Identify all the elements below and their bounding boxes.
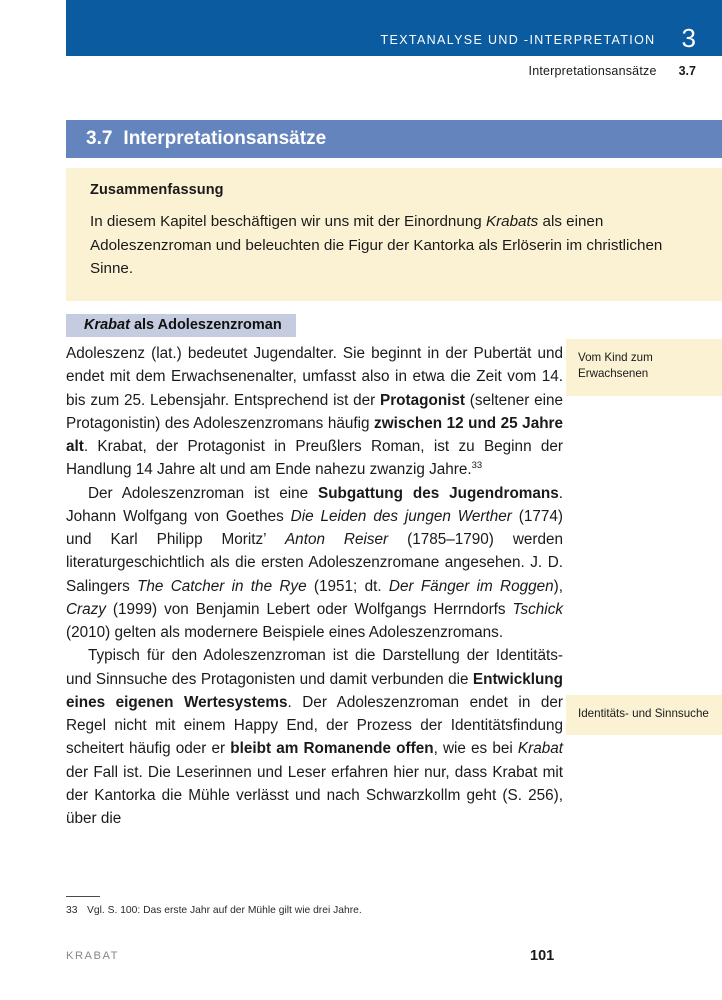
summary-heading: Zusammenfassung [90,182,224,198]
p2-italic-faenger: Der Fänger im Roggen [388,577,554,595]
p3-seg-2: . Der Adoleszenzroman endet in der Regel nicht mit einem Happy End, der Prozess der Identitätsfindung scheitert häufig oder er [66,693,563,758]
footnote-area [66,896,563,918]
p2-seg-5: (1951; dt. [306,577,389,595]
p2-bold-subgattung: Subgattung des Jugendromans [318,484,559,502]
paragraph-2 [66,482,563,645]
p2-italic-werther: Die Leiden des jungen Werther [290,507,512,525]
page-header-bar [66,0,722,56]
p3-seg-1: Typisch für den Adoleszenzroman ist die Darstellung der Identitäts- und Sinnsuche des Protagonisten und damit verbunden die [66,647,563,688]
p3-bold-offenes-ende: bleibt am Romanende offen [230,740,434,758]
margin-note-vom-kind-zum-erwachsenen: Vom Kind zum Erwachsenen [566,339,722,396]
footer-book-title: KRABAT [66,950,119,962]
footnote-marker-33[interactable]: 33 [471,460,483,472]
summary-italic-krabats: Krabats [485,213,539,230]
p1-bold-protagonist: Protagonist [380,391,466,409]
p3-seg-4: der Fall ist. Die Leserinnen und Leser erfahren hier nur, dass Krabat mit der Kantorka die Mühle verlässt und nach Schwarzkollm geht (S. 256), über die [66,763,563,827]
subheading-krabat-als-adoleszenzroman [66,314,296,337]
p2-seg-6: ), [553,577,563,595]
p2-seg-4: (1785–1790) werden literaturgeschichtlich als die ersten Adoleszenzromane angesehen. J. D. Salingers [66,531,563,595]
p3-italic-krabat: Krabat [517,740,563,758]
page-header-content [380,22,722,53]
p2-seg-8: (2010) gelten als modernere Beispiele eines Adoleszenzromans. [66,624,504,641]
summary-text-segment: In diesem Kapitel beschäftigen wir uns mit der Einordnung [90,213,486,230]
p2-italic-catcher: The Catcher in the Rye [137,577,307,595]
p1-bold-alter: zwischen 12 und 25 Jahre alt [66,414,564,455]
p2-seg-1: Der Adoleszenzroman ist eine [88,484,319,502]
p2-seg-7: (1999) von Benjamin Lebert oder Wolfgangs Herrndorfs [105,600,513,618]
p2-italic-crazy: Crazy [66,600,106,618]
p1-seg-1: Adoleszenz (lat.) bedeutet Jugendalter. Sie beginnt in der Pubertät und endet mit dem Erwachsenenalter, umfasst also in etwa die Zeit vom 14. bis zum 25. Lebensjahr. Entsprechend ist der [66,345,563,409]
subheading-italic-krabat: Krabat [84,317,130,333]
page-footer [66,950,722,970]
footnote-item [66,904,563,918]
summary-box [66,168,722,301]
footnote-separator-rule [66,896,100,897]
p2-italic-anton-reiser: Anton Reiser [284,531,389,548]
footnote-number: 33 [66,905,78,916]
running-head-number: 3.7 [678,64,696,78]
p2-seg-2: . Johann Wolfgang von Goethes [66,484,564,525]
p3-seg-3: , wie es bei [433,740,518,758]
p2-italic-tschick: Tschick [512,600,563,618]
p1-seg-2: (seltener eine Protagonistin) des Adoleszenzromans häufig [66,391,563,432]
paragraph-3 [66,644,563,830]
section-title-band [66,120,722,158]
header-chapter-title: TEXTANALYSE UND -INTERPRETATION [380,33,656,47]
footnote-text: Vgl. S. 100: Das erste Jahr auf der Mühle gilt wie drei Jahre. [87,905,362,916]
subheading-rest: als Adoleszenzroman [129,317,282,333]
summary-text-segment: als einen Adoleszenzroman und beleuchten die Figur der Kantorka als Erlöserin im christlichen Sinne. [90,213,663,278]
p2-seg-3: (1774) und Karl Philipp Moritz’ [66,507,563,548]
footer-page-number: 101 [530,948,555,964]
p3-bold-wertesystem: Entwicklung eines eigenen Wertesystems [66,670,563,711]
section-title: Interpretationsansätze [123,128,327,149]
summary-text [90,210,698,281]
running-head [529,64,696,78]
section-number: 3.7 [86,128,113,149]
header-chapter-number: 3 [681,23,696,53]
running-head-title: Interpretationsansätze [528,64,657,78]
body-column [66,314,563,830]
paragraph-1 [66,342,563,482]
margin-note-identitaets-und-sinnsuche: Identitäts- und Sinnsuche [566,695,722,735]
p1-seg-3: . Krabat, der Protagonist in Preußlers Roman, ist zu Beginn der Handlung 14 Jahre alt und am Ende nahezu zwanzig Jahre. [66,438,563,479]
